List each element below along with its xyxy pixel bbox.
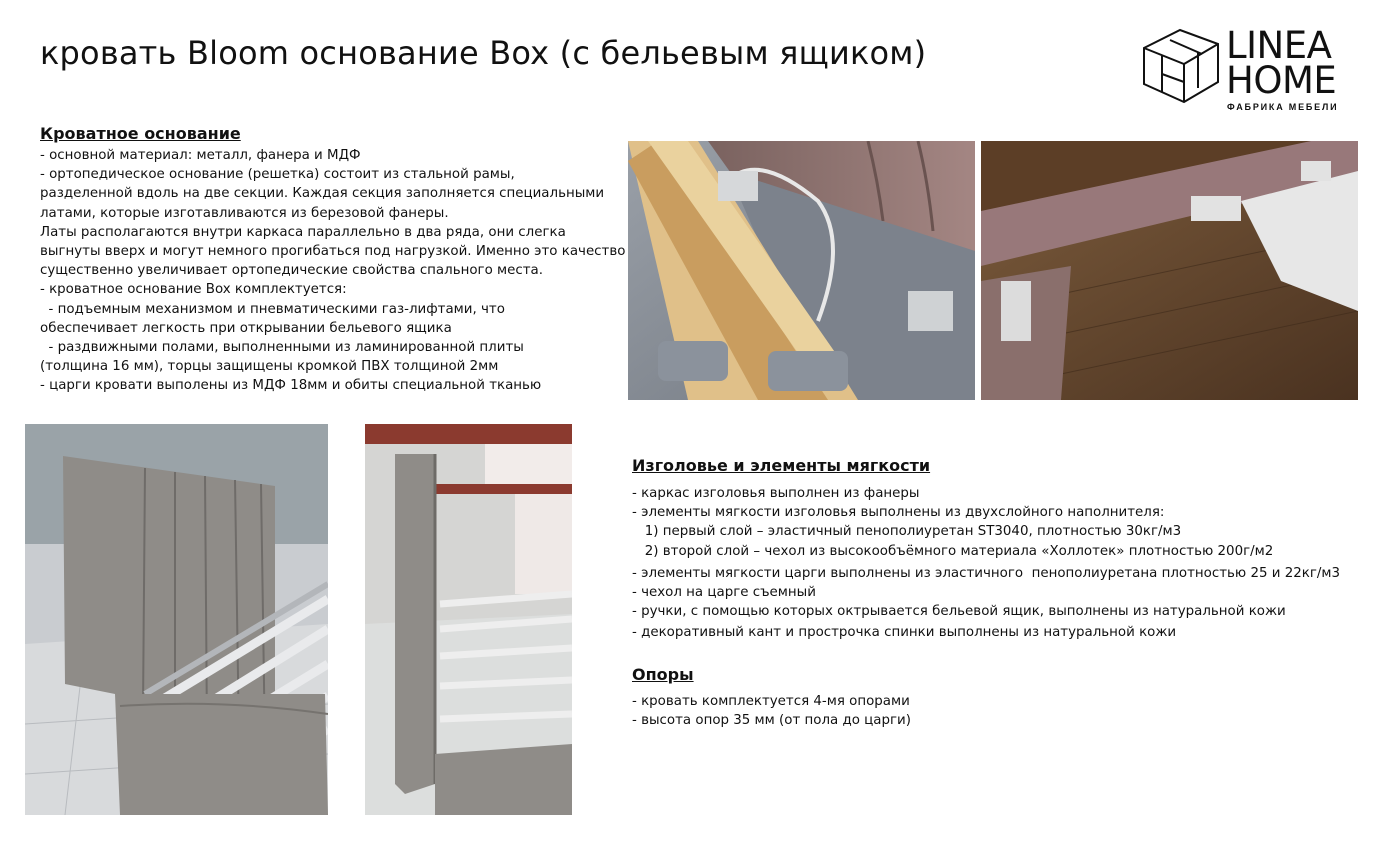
- supports-line: - кровать комплектуется 4-мя опорами: [632, 694, 910, 709]
- headboard-line: 1) первый слой – эластичный пенополиуретан ST3040, плотностью 30кг/м3: [632, 524, 1182, 540]
- base-section-text: [40, 146, 625, 396]
- headboard-line: - декоративный кант и прострочка спинки выполнены из натуральной кожи: [632, 625, 1177, 641]
- logo-subtitle: ФАБРИКА МЕБЕЛИ: [1227, 102, 1339, 112]
- headboard-line: - каркас изголовья выполнен из фанеры: [632, 486, 920, 501]
- base-line: существенно увеличивает ортопедические свойства спального места.: [40, 263, 543, 279]
- base-line: - кроватное основание Box комплектуется:: [40, 282, 347, 298]
- supports-line: - высота опор 35 мм (от пола до царги): [632, 713, 911, 729]
- logo-line2: HOME: [1226, 59, 1337, 102]
- base-section-heading: Кроватное основание: [40, 124, 241, 143]
- headboard-section-heading: Изголовье и элементы мягкости: [632, 456, 931, 475]
- logo-line1: LINEA: [1226, 24, 1332, 67]
- supports-section-text: [632, 692, 911, 730]
- brand-logo: [1140, 26, 1350, 118]
- headboard-line: - элементы мягкости изголовья выполнены из двухслойного наполнителя:: [632, 505, 1165, 521]
- page-title: кровать Bloom основание Box (с бельевым ящиком): [40, 34, 927, 72]
- headboard-line: - чехол на царге съемный: [632, 585, 816, 601]
- logo-cube-icon: [1140, 26, 1224, 106]
- base-line: - основной материал: металл, фанера и МДФ: [40, 148, 361, 163]
- base-line: выгнуты вверх и могут немного прогибаться под нагрузкой. Именно это качество: [40, 244, 626, 260]
- base-line: - ортопедическое основание (решетка) состоит из стальной рамы,: [40, 167, 515, 183]
- headboard-line: - ручки, с помощью которых октрывается бельевой ящик, выполнены из натуральной кожи: [632, 604, 1286, 620]
- headboard-section-text: [632, 484, 1340, 643]
- photo-storage-slats-closeup: [628, 141, 975, 400]
- base-line: обеспечивает легкость при открывании бельевого ящика: [40, 320, 452, 336]
- base-line: Латы располагаются внутри каркаса параллельно в два ряда, они слегка: [40, 224, 566, 240]
- photo-storage-floor-laminate: [981, 141, 1358, 400]
- base-line: (толщина 16 мм), торцы защищены кромкой ПВХ толщиной 2мм: [40, 359, 499, 375]
- supports-section-heading: Опоры: [632, 665, 694, 684]
- base-line: - царги кровати выполены из МДФ 18мм и обиты специальной тканью: [40, 378, 542, 394]
- headboard-line: 2) второй слой – чехол из высокообъёмного материала «Холлотек» плотностью 200г/м2: [632, 543, 1274, 559]
- base-line: - раздвижными полами, выполненными из ламинированной плиты: [40, 340, 524, 356]
- photo-bed-headboard-front: [25, 424, 328, 815]
- headboard-line: - элементы мягкости царги выполнены из эластичного пенополиуретана плотностью 25 и 22кг/м3: [632, 565, 1340, 581]
- photo-bed-headboard-side: [365, 424, 572, 815]
- base-line: разделенной вдоль на две секции. Каждая секция заполняется специальными: [40, 186, 605, 202]
- base-line: латами, которые изготавливаются из березовой фанеры.: [40, 205, 449, 221]
- base-line: - подъемным механизмом и пневматическими газ-лифтами, что: [40, 301, 505, 317]
